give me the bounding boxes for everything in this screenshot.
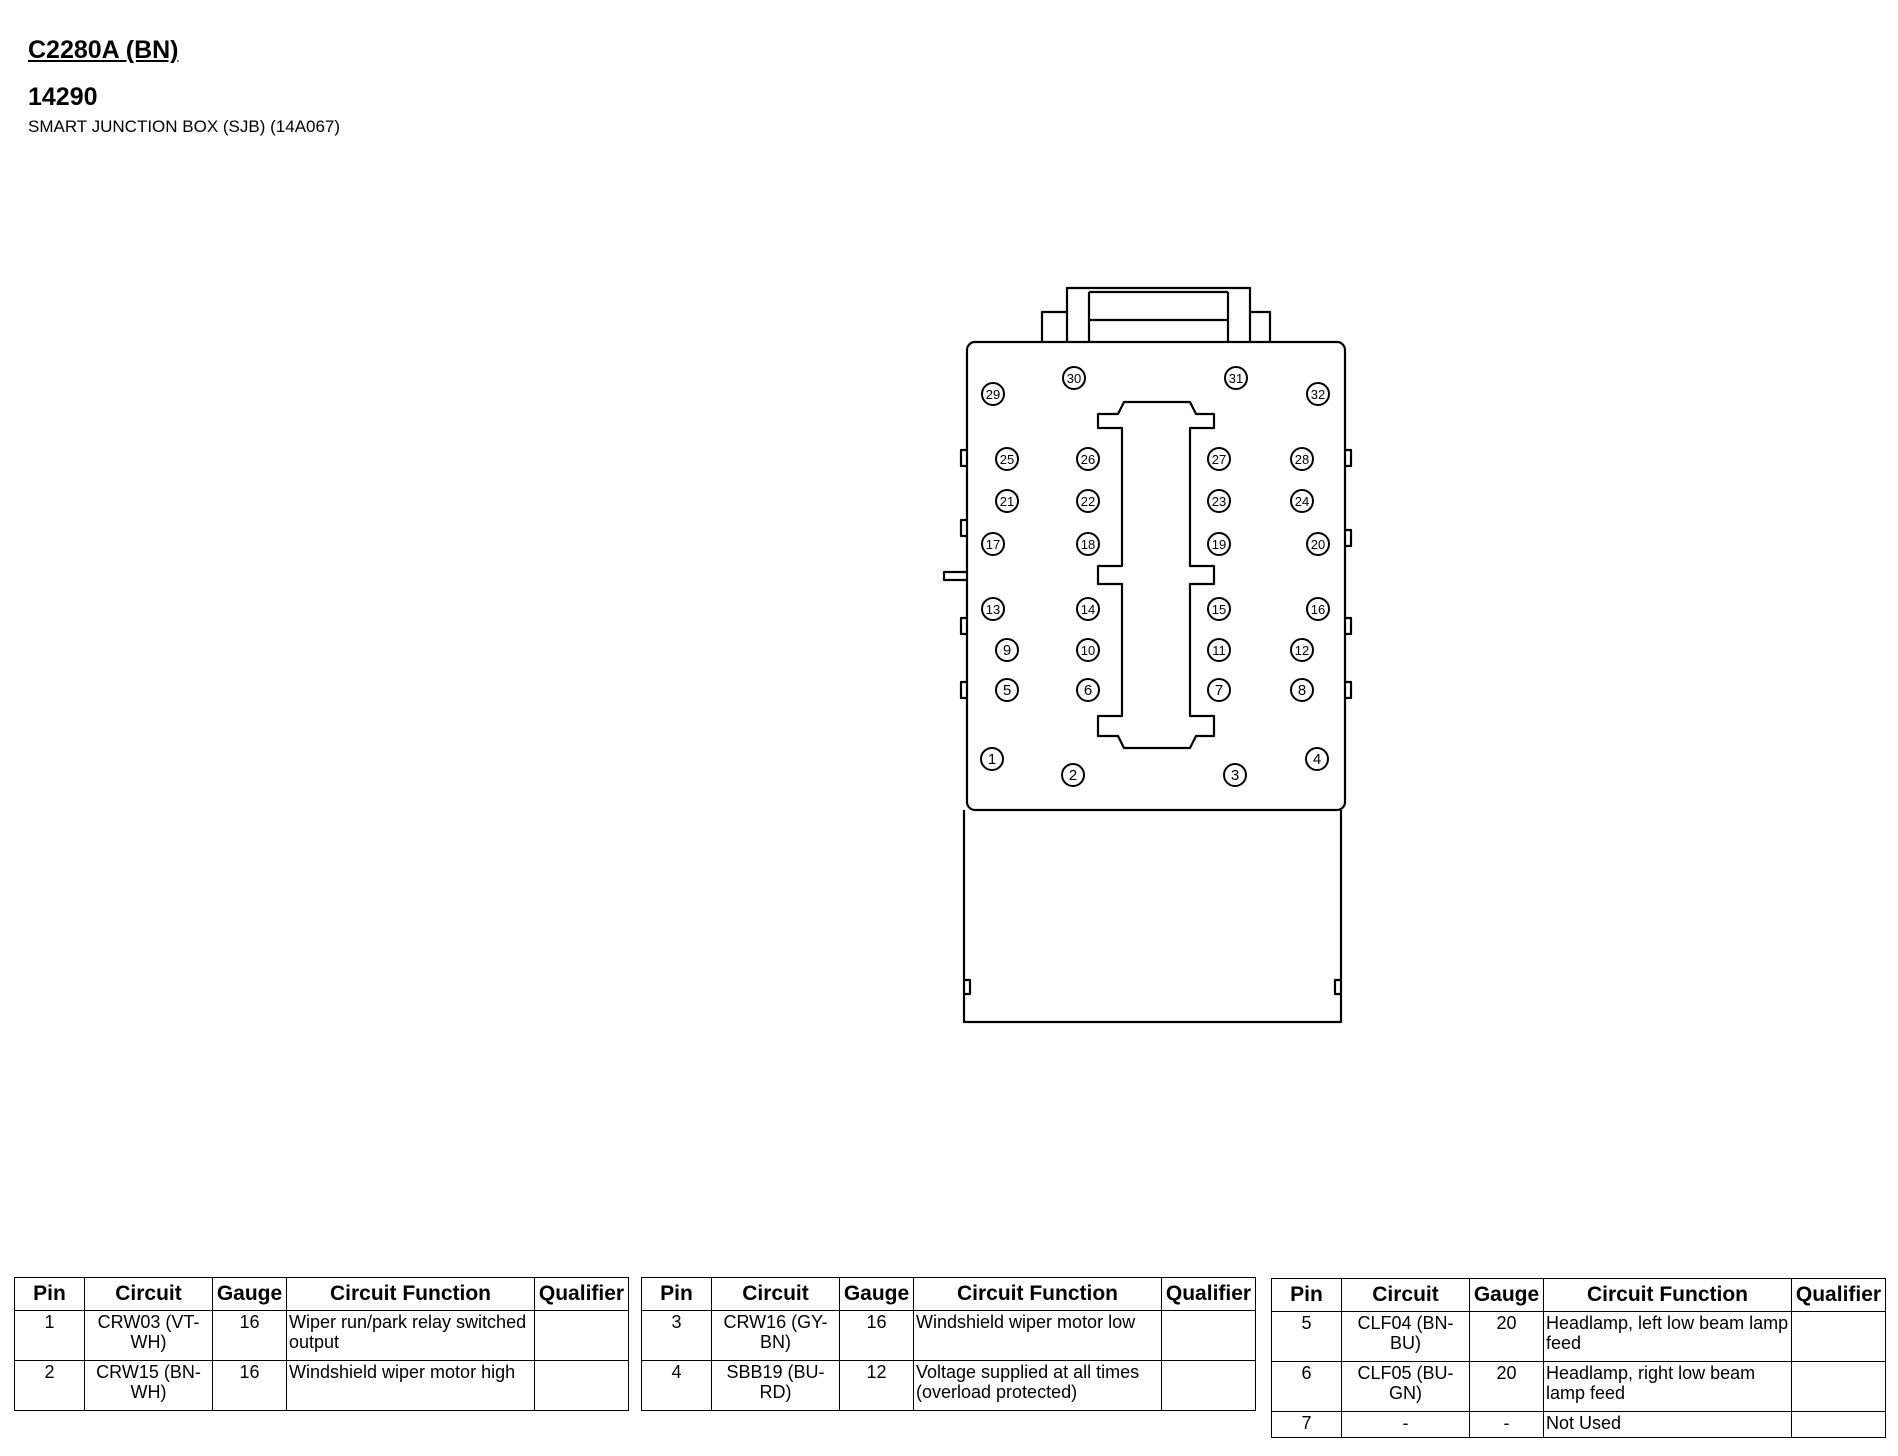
connector-latch: [1042, 288, 1270, 342]
pin-number: 1: [987, 751, 997, 768]
connector-id-title: C2280A (BN): [28, 36, 179, 64]
pin-cavity-20: [1307, 533, 1329, 555]
pin-cell: 1: [15, 1311, 85, 1361]
circuit-cell: CRW03 (VT-WH): [85, 1311, 213, 1361]
connector-body: [964, 810, 1341, 1022]
pin-cavities: [981, 367, 1329, 786]
pin-number: 14: [1080, 602, 1096, 617]
table-header-row: [15, 1278, 629, 1311]
pin-cavity-11: [1208, 639, 1230, 661]
pin-cavity-28: [1291, 448, 1313, 470]
pin-cavity-24: [1291, 490, 1313, 512]
pin-number: 16: [1310, 602, 1326, 617]
gauge-cell: -: [1470, 1412, 1544, 1438]
pin-cavity-23: [1208, 490, 1230, 512]
col-qualifier: Qualifier: [535, 1278, 629, 1311]
pin-cavity-27: [1208, 448, 1230, 470]
col-pin: Pin: [15, 1278, 85, 1311]
pin-cavity-14: [1077, 598, 1099, 620]
col-gauge: Gauge: [213, 1278, 287, 1311]
pin-table-3: [1271, 1278, 1886, 1438]
col-circuit-function: Circuit Function: [287, 1278, 535, 1311]
pin-cavity-25: [996, 448, 1018, 470]
pin-cell: 7: [1272, 1412, 1342, 1438]
pin-number: 9: [1002, 642, 1012, 659]
pin-number: 15: [1211, 602, 1227, 617]
pin-cavity-32: [1307, 383, 1329, 405]
pin-cavity-21: [996, 490, 1018, 512]
pin-cavity-3: [1224, 764, 1246, 786]
function-cell: Headlamp, right low beam lamp feed: [1544, 1362, 1792, 1412]
pin-cavity-15: [1208, 598, 1230, 620]
pin-number: 21: [999, 494, 1015, 509]
pin-cavity-17: [982, 533, 1004, 555]
col-qualifier: Qualifier: [1792, 1279, 1886, 1312]
circuit-cell: -: [1342, 1412, 1470, 1438]
pin-number: 24: [1294, 494, 1310, 509]
pin-number: 28: [1294, 452, 1310, 467]
pin-cavity-10: [1077, 639, 1099, 661]
table-row: [1272, 1412, 1886, 1438]
pin-number: 6: [1083, 682, 1093, 699]
pin-table-2: [641, 1277, 1256, 1411]
pin-cell: 5: [1272, 1312, 1342, 1362]
table-row: [642, 1361, 1256, 1411]
pin-number: 25: [999, 452, 1015, 467]
gauge-cell: 12: [840, 1361, 914, 1411]
col-circuit-function: Circuit Function: [1544, 1279, 1792, 1312]
pin-number: 12: [1294, 643, 1310, 658]
pin-number: 30: [1066, 371, 1082, 386]
pin-cavity-29: [982, 383, 1004, 405]
qualifier-cell: [1792, 1362, 1886, 1412]
pin-number: 2: [1068, 767, 1078, 784]
gauge-cell: 16: [213, 1311, 287, 1361]
table-header-row: [1272, 1279, 1886, 1312]
pin-cavity-8: [1291, 679, 1313, 701]
pin-number: 4: [1312, 751, 1322, 768]
gauge-cell: 20: [1470, 1312, 1544, 1362]
pin-number: 20: [1310, 537, 1326, 552]
connector-latch-inner: [1067, 292, 1250, 342]
circuit-cell: CLF05 (BU-GN): [1342, 1362, 1470, 1412]
pin-cavity-6: [1077, 679, 1099, 701]
function-cell: Not Used: [1544, 1412, 1792, 1438]
col-pin: Pin: [1272, 1279, 1342, 1312]
pin-cavity-13: [982, 598, 1004, 620]
pin-number: 29: [985, 387, 1001, 402]
pin-number: 8: [1297, 682, 1307, 699]
qualifier-cell: [1792, 1312, 1886, 1362]
pin-cavity-4: [1306, 748, 1328, 770]
circuit-cell: CLF04 (BN-BU): [1342, 1312, 1470, 1362]
pin-number: 19: [1211, 537, 1227, 552]
pin-cell: 4: [642, 1361, 712, 1411]
part-number: 14290: [28, 83, 98, 111]
pin-cell: 6: [1272, 1362, 1342, 1412]
circuit-cell: CRW16 (GY-BN): [712, 1311, 840, 1361]
qualifier-cell: [1792, 1412, 1886, 1438]
pin-cavity-31: [1225, 367, 1247, 389]
col-gauge: Gauge: [840, 1278, 914, 1311]
table-row: [15, 1361, 629, 1411]
function-cell: Headlamp, left low beam lamp feed: [1544, 1312, 1792, 1362]
pin-number: 32: [1310, 387, 1326, 402]
pin-number: 26: [1080, 452, 1096, 467]
circuit-cell: CRW15 (BN-WH): [85, 1361, 213, 1411]
col-circuit-function: Circuit Function: [914, 1278, 1162, 1311]
connector-description: SMART JUNCTION BOX (SJB) (14A067): [28, 117, 341, 136]
col-circuit: Circuit: [712, 1278, 840, 1311]
pin-number: 7: [1214, 682, 1224, 699]
circuit-cell: SBB19 (BU-RD): [712, 1361, 840, 1411]
function-cell: Voltage supplied at all times (overload protected): [914, 1361, 1162, 1411]
pin-cavity-2: [1062, 764, 1084, 786]
function-cell: Wiper run/park relay switched output: [287, 1311, 535, 1361]
pin-cavity-30: [1063, 367, 1085, 389]
col-circuit: Circuit: [85, 1278, 213, 1311]
pin-cavity-19: [1208, 533, 1230, 555]
connector-face: [967, 342, 1345, 810]
pin-table-1: [14, 1277, 629, 1411]
table-row: [1272, 1362, 1886, 1412]
col-gauge: Gauge: [1470, 1279, 1544, 1312]
qualifier-cell: [535, 1361, 629, 1411]
pin-cavity-12: [1291, 639, 1313, 661]
table-row: [1272, 1312, 1886, 1362]
pin-number: 11: [1212, 643, 1226, 658]
col-pin: Pin: [642, 1278, 712, 1311]
pin-cell: 2: [15, 1361, 85, 1411]
function-cell: Windshield wiper motor high: [287, 1361, 535, 1411]
gauge-cell: 20: [1470, 1362, 1544, 1412]
function-cell: Windshield wiper motor low: [914, 1311, 1162, 1361]
qualifier-cell: [1162, 1361, 1256, 1411]
table-row: [15, 1311, 629, 1361]
pin-number: 31: [1228, 371, 1244, 386]
pin-number: 22: [1080, 494, 1096, 509]
pin-cell: 3: [642, 1311, 712, 1361]
gauge-cell: 16: [213, 1361, 287, 1411]
pin-cavity-22: [1077, 490, 1099, 512]
table-row: [642, 1311, 1256, 1361]
pin-cavity-5: [996, 679, 1018, 701]
pin-number: 17: [985, 537, 1001, 552]
pin-cavity-18: [1077, 533, 1099, 555]
gauge-cell: 16: [840, 1311, 914, 1361]
connector-keyway: [1098, 402, 1214, 748]
pin-cavity-16: [1307, 598, 1329, 620]
pin-number: 5: [1002, 682, 1012, 699]
pin-cavity-1: [981, 748, 1003, 770]
pin-cavity-7: [1208, 679, 1230, 701]
pin-cavity-9: [996, 639, 1018, 661]
pin-cavity-26: [1077, 448, 1099, 470]
col-circuit: Circuit: [1342, 1279, 1470, 1312]
pin-number: 23: [1211, 494, 1227, 509]
pin-number: 13: [985, 602, 1001, 617]
qualifier-cell: [1162, 1311, 1256, 1361]
pin-number: 18: [1080, 537, 1096, 552]
table-header-row: [642, 1278, 1256, 1311]
connector-side-keys: [944, 450, 1351, 994]
pin-number: 10: [1080, 643, 1096, 658]
qualifier-cell: [535, 1311, 629, 1361]
pin-number: 3: [1230, 767, 1240, 784]
col-qualifier: Qualifier: [1162, 1278, 1256, 1311]
pin-number: 27: [1211, 452, 1227, 467]
